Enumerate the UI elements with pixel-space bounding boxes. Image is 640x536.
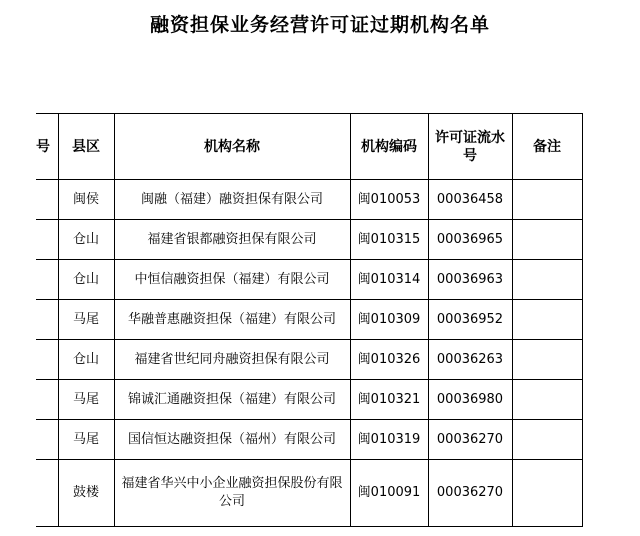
- serial-cell: 00036270: [428, 420, 512, 460]
- name-cell: 福建省银都融资担保有限公司: [114, 220, 350, 260]
- serial-cell: 00036980: [428, 380, 512, 420]
- county-cell: 闽侯: [58, 180, 114, 220]
- row-num-cell: [36, 420, 58, 460]
- institution-table: [36, 113, 583, 527]
- table-row: [36, 460, 582, 527]
- serial-cell: 00036952: [428, 300, 512, 340]
- name-cell: 锦诚汇通融资担保（福建）有限公司: [114, 380, 350, 420]
- header-num: 号: [36, 114, 58, 180]
- row-num-cell: [36, 220, 58, 260]
- remark-cell: [512, 420, 582, 460]
- serial-cell: 00036263: [428, 340, 512, 380]
- row-num-cell: [36, 340, 58, 380]
- county-cell: 鼓楼: [58, 460, 114, 527]
- remark-cell: [512, 260, 582, 300]
- remark-cell: [512, 300, 582, 340]
- code-cell: 闽010326: [350, 340, 428, 380]
- name-cell: 国信恒达融资担保（福州）有限公司: [114, 420, 350, 460]
- name-cell: 华融普惠融资担保（福建）有限公司: [114, 300, 350, 340]
- header-remark: 备注: [512, 114, 582, 180]
- page-title: 融资担保业务经营许可证过期机构名单: [149, 14, 490, 36]
- code-cell: 闽010319: [350, 420, 428, 460]
- table-row: [36, 260, 582, 300]
- remark-cell: [512, 180, 582, 220]
- county-cell: 仓山: [58, 220, 114, 260]
- code-cell: 闽010321: [350, 380, 428, 420]
- row-num-cell: [36, 460, 58, 527]
- header-code: 机构编码: [350, 114, 428, 180]
- row-num-cell: [36, 180, 58, 220]
- serial-cell: 00036270: [428, 460, 512, 527]
- table-row: [36, 420, 582, 460]
- code-cell: 闽010091: [350, 460, 428, 527]
- header-name: 机构名称: [114, 114, 350, 180]
- county-cell: 仓山: [58, 260, 114, 300]
- table-header-row: [36, 114, 582, 180]
- county-cell: 马尾: [58, 300, 114, 340]
- county-cell: 马尾: [58, 420, 114, 460]
- remark-cell: [512, 340, 582, 380]
- table-row: [36, 220, 582, 260]
- serial-cell: 00036458: [428, 180, 512, 220]
- row-num-cell: [36, 300, 58, 340]
- code-cell: 闽010053: [350, 180, 428, 220]
- name-cell: 闽融（福建）融资担保有限公司: [114, 180, 350, 220]
- table-row: [36, 180, 582, 220]
- header-serial: 许可证流水号: [428, 114, 512, 180]
- name-cell: 福建省世纪同舟融资担保有限公司: [114, 340, 350, 380]
- header-county: 县区: [58, 114, 114, 180]
- remark-cell: [512, 460, 582, 527]
- row-num-cell: [36, 380, 58, 420]
- table-row: [36, 380, 582, 420]
- table-row: [36, 300, 582, 340]
- code-cell: 闽010314: [350, 260, 428, 300]
- serial-cell: 00036965: [428, 220, 512, 260]
- name-cell: 福建省华兴中小企业融资担保股份有限公司: [114, 460, 350, 527]
- code-cell: 闽010309: [350, 300, 428, 340]
- county-cell: 仓山: [58, 340, 114, 380]
- serial-cell: 00036963: [428, 260, 512, 300]
- row-num-cell: [36, 260, 58, 300]
- remark-cell: [512, 380, 582, 420]
- name-cell: 中恒信融资担保（福建）有限公司: [114, 260, 350, 300]
- county-cell: 马尾: [58, 380, 114, 420]
- table-row: [36, 340, 582, 380]
- remark-cell: [512, 220, 582, 260]
- code-cell: 闽010315: [350, 220, 428, 260]
